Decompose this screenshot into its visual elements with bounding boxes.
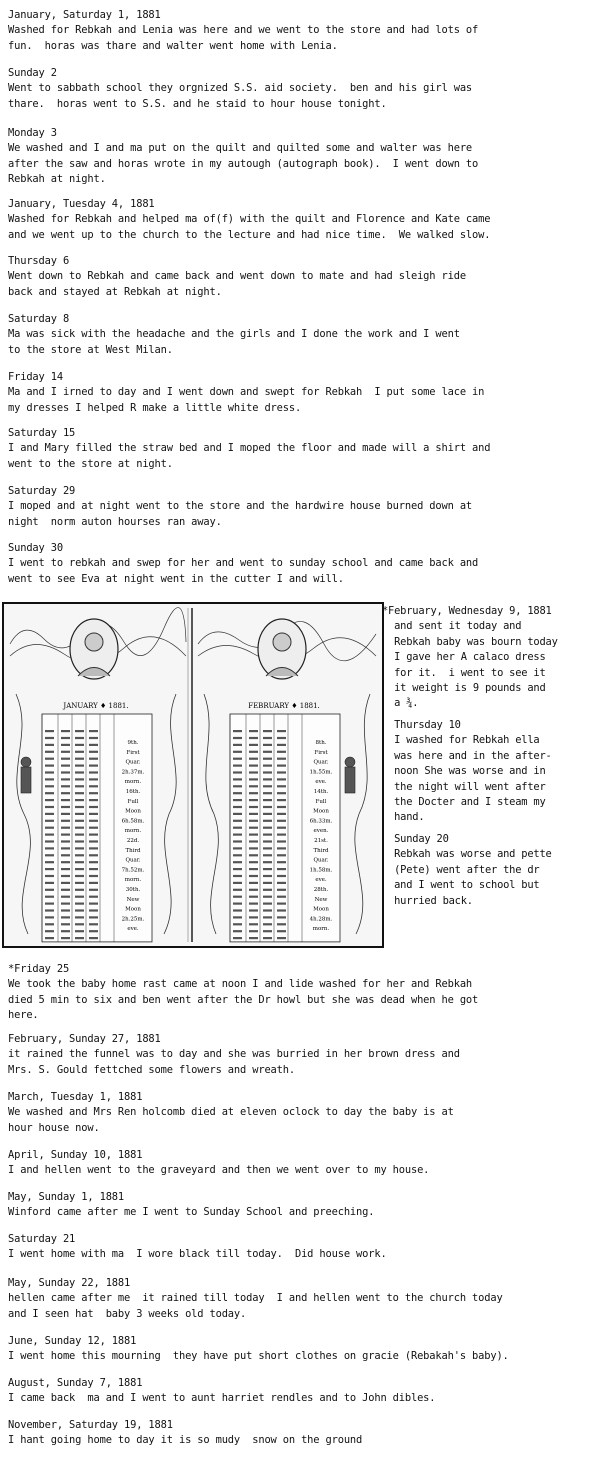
february-moon-phase-text: eve.: [315, 877, 327, 884]
diary-entry: [8, 484, 604, 530]
entry-text-line: I gave her A calaco dress: [382, 651, 546, 664]
entry-text-line: hour house now.: [8, 1121, 100, 1134]
february-moon-phase-text: 1h.55m.: [309, 769, 333, 776]
entry-date-heading: May, Sunday 22, 1881: [8, 1277, 131, 1289]
entry-date-heading: June, Sunday 12, 1881: [8, 1335, 137, 1347]
february-moon-phase-text: Full: [315, 798, 327, 805]
diary-entry: [8, 370, 604, 416]
entry-date-heading: November, Saturday 19, 1881: [8, 1419, 173, 1431]
almanac-calendar-image: [2, 602, 384, 948]
february-moon-phase-text: First: [314, 749, 328, 756]
entry-text-line: it rained the funnel was to day and she was burried in her brown dress and: [8, 1048, 460, 1061]
entry-text-line: Went down to Rebkah and came back and went down to mate and had sleigh ride: [8, 270, 466, 283]
entry-text-line: I and hellen went to the graveyard and then we went over to my house.: [8, 1164, 430, 1177]
entry-text-line: went to see Eva at night went in the cutter I and will.: [8, 572, 344, 585]
diary-entry: [8, 126, 604, 188]
entry-date-heading: Sunday 20: [382, 833, 449, 845]
january-moon-phase-text: morn.: [124, 828, 142, 835]
february-moon-phase-text: eve.: [315, 779, 327, 786]
entry-text-line: Ma was sick with the headache and the girls and I done the work and I went: [8, 328, 460, 341]
january-moon-phase-text: morn.: [124, 877, 142, 884]
entry-text-line: and I went to school but: [382, 879, 540, 892]
entry-date-heading: January, Saturday 1, 1881: [8, 9, 161, 21]
january-moon-phase-text: New: [126, 896, 140, 903]
diary-entry: [8, 1418, 604, 1449]
january-moon-phase-text: Moon: [125, 906, 141, 913]
entry-date-heading: Thursday 6: [8, 255, 70, 267]
diary-entry: [8, 312, 604, 358]
entry-text-line: to the store at West Milan.: [8, 343, 173, 356]
entry-text-line: I and Mary filled the straw bed and I moped the floor and made will a shirt and: [8, 442, 491, 455]
almanac-january-heading: JANUARY ♦ 1881.: [63, 702, 129, 710]
january-moon-phase-text: eve.: [127, 926, 139, 933]
february-moon-phase-text: Quar.: [313, 857, 329, 864]
january-moon-phase-text: 6h.58m.: [121, 818, 145, 825]
february-moon-phase-text: New: [314, 896, 328, 903]
diary-entry: [8, 1090, 604, 1136]
entry-text-line: I went home this mourning they have put short clothes on gracie (Rebakah's baby).: [8, 1350, 509, 1363]
february-moon-phase-text: 8th.: [315, 740, 327, 746]
diary-entry: [8, 962, 604, 1024]
entry-text-line: I hant going home to day it is so mudy snow on the ground: [8, 1434, 363, 1447]
diary-entry: [8, 1334, 604, 1365]
entry-text-line: noon She was worse and in: [382, 765, 546, 778]
january-moon-phase-text: 7h.52m.: [121, 867, 145, 874]
entry-text-line: and we went up to the church to the lecture and had nice time. We walked slow.: [8, 228, 491, 241]
entry-date-heading: Sunday 2: [8, 67, 57, 79]
entry-text-line: night norm auton hourses ran away.: [8, 515, 222, 528]
january-moon-phase-text: Quar.: [125, 857, 141, 864]
entry-date-heading: Saturday 21: [8, 1233, 76, 1245]
entry-date-heading: Monday 3: [8, 127, 57, 139]
diary-entry: [8, 8, 604, 54]
entry-text-line: Rebkah was worse and pette: [382, 848, 552, 861]
february-moon-phase-text: Quar.: [313, 759, 329, 766]
diary-entry: [8, 254, 604, 300]
entry-text-line: after the saw and horas wrote in my autough (autograph book). I went down to: [8, 157, 479, 170]
entry-text-line: my dresses I helped R make a little white dress.: [8, 401, 302, 414]
diary-entry: [8, 541, 604, 587]
entry-date-heading: April, Sunday 10, 1881: [8, 1149, 143, 1161]
diary-entry: [382, 604, 608, 712]
entry-text-line: Rebkah baby was bourn today: [382, 635, 558, 648]
diary-entry: [382, 832, 608, 909]
january-moon-phase-text: 2h.37m.: [121, 769, 145, 776]
entry-date-heading: Saturday 29: [8, 485, 76, 497]
entry-date-heading: *Friday 25: [8, 963, 70, 975]
entry-text-line: went to the store at night.: [8, 457, 173, 470]
february-moon-phase-text: 21st.: [314, 838, 328, 844]
entry-text-line: I moped and at night went to the store and the hardwire house burned down at: [8, 500, 473, 513]
entry-text-line: Went to sabbath school they orgnized S.S. aid society. ben and his girl was: [8, 82, 473, 95]
entry-text-line: the night will went after: [382, 780, 546, 793]
february-moon-phase-text: morn.: [312, 926, 330, 933]
diary-entry: [8, 1032, 604, 1078]
entry-text-line: fun. horas was thare and walter went home with Lenia.: [8, 39, 338, 52]
february-moon-phase-text: 4h.28m.: [309, 916, 333, 923]
entry-text-line: Ma and I irned to day and I went down and swept for Rebkah I put some lace in: [8, 386, 485, 399]
entry-text-line: it weight is 9 pounds and: [382, 682, 546, 695]
diary-entry: [8, 1376, 604, 1407]
january-moon-phase-text: Full: [127, 798, 139, 805]
entry-text-line: Washed for Rebkah and Lenia was here and we went to the store and had lots of: [8, 24, 479, 37]
february-moon-phase-text: even.: [313, 828, 329, 835]
february-moon-phase-text: Moon: [313, 808, 329, 815]
entry-date-heading: March, Tuesday 1, 1881: [8, 1091, 143, 1103]
entry-date-heading: Saturday 15: [8, 427, 76, 439]
entry-text-line: Rebkah at night.: [8, 173, 106, 186]
almanac-illustration: [4, 604, 382, 946]
entry-text-line: died 5 min to six and ben went after the Dr howl but she was dead when he got: [8, 993, 479, 1006]
diary-entry: [382, 718, 608, 826]
january-moon-phase-text: 2h.25m.: [121, 916, 145, 923]
entry-text-line: was here and in the after-: [382, 749, 552, 762]
entry-date-heading: February, Sunday 27, 1881: [8, 1033, 161, 1045]
february-moon-phase-text: Third: [313, 847, 329, 854]
entry-text-line: We took the baby home rast came at noon I and lide washed for her and Rebkah: [8, 978, 473, 991]
diary-entry: [8, 197, 604, 243]
entry-date-heading: *February, Wednesday 9, 1881: [382, 605, 552, 617]
entry-text-line: Winford came after me I went to Sunday School and preeching.: [8, 1206, 375, 1219]
entry-text-line: I went home with ma I wore black till today. Did house work.: [8, 1248, 387, 1261]
january-moon-phase-text: morn.: [124, 779, 142, 786]
entry-text-line: I washed for Rebkah ella: [382, 734, 540, 747]
january-moon-phase-text: Third: [125, 847, 141, 854]
entry-text-line: We washed and I and ma put on the quilt and quilted some and walter was here: [8, 142, 473, 155]
entry-text-line: We washed and Mrs Ren holcomb died at eleven oclock to day the baby is at: [8, 1106, 454, 1119]
almanac-february-heading: FEBRUARY ♦ 1881.: [248, 702, 320, 710]
entry-text-line: thare. horas went to S.S. and he staid to hour house tonight.: [8, 97, 387, 110]
entry-date-heading: Sunday 30: [8, 542, 63, 554]
entry-text-line: here.: [8, 1009, 39, 1022]
entry-text-line: Washed for Rebkah and helped ma of(f) with the quilt and Florence and Kate came: [8, 213, 491, 226]
february-moon-phase-text: 1h.58m.: [309, 867, 333, 874]
entry-text-line: hand.: [382, 811, 425, 824]
diary-entry: [8, 1190, 604, 1221]
entry-text-line: hurried back.: [382, 894, 473, 907]
january-moon-phase-text: Quar.: [125, 759, 141, 766]
entry-text-line: I went to rebkah and swep for her and went to sunday school and came back and: [8, 557, 479, 570]
entry-text-line: hellen came after me it rained till today I and hellen went to the church today: [8, 1292, 503, 1305]
entry-text-line: a ¾.: [382, 697, 419, 710]
entry-text-line: I came back ma and I went to aunt harriet rendles and to John dibles.: [8, 1392, 436, 1405]
january-moon-phase-text: 22d.: [126, 838, 140, 844]
january-moon-phase-text: 9th.: [127, 740, 139, 746]
entry-date-heading: Saturday 8: [8, 313, 70, 325]
january-moon-phase-text: First: [126, 749, 140, 756]
entry-text-line: for it. i went to see it: [382, 666, 546, 679]
entry-text-line: Mrs. S. Gould fettched some flowers and wreath.: [8, 1063, 295, 1076]
entry-date-heading: Friday 14: [8, 371, 63, 383]
entry-date-heading: August, Sunday 7, 1881: [8, 1377, 143, 1389]
february-moon-phase-text: 14th.: [313, 789, 329, 795]
diary-entry: [8, 1276, 604, 1322]
diary-entry: [8, 1232, 604, 1263]
entry-text-line: (Pete) went after the dr: [382, 863, 540, 876]
january-moon-phase-text: 16th.: [125, 789, 141, 795]
entry-date-heading: January, Tuesday 4, 1881: [8, 198, 155, 210]
diary-entry: [8, 1148, 604, 1179]
february-moon-phase-text: Moon: [313, 906, 329, 913]
january-moon-phase-text: Moon: [125, 808, 141, 815]
entry-text-line: and sent it today and: [382, 620, 522, 633]
entry-text-line: and I seen hat baby 3 weeks old today.: [8, 1307, 247, 1320]
diary-entry: [8, 66, 604, 112]
diary-entry: [8, 426, 604, 472]
entry-date-heading: May, Sunday 1, 1881: [8, 1191, 125, 1203]
february-moon-phase-text: 28th.: [313, 887, 329, 893]
entry-text-line: the Docter and I steam my: [382, 796, 546, 809]
january-moon-phase-text: 30th.: [125, 887, 141, 893]
entry-text-line: back and stayed at Rebkah at night.: [8, 285, 222, 298]
entry-date-heading: Thursday 10: [382, 719, 461, 731]
february-moon-phase-text: 6h.33m.: [309, 818, 333, 825]
